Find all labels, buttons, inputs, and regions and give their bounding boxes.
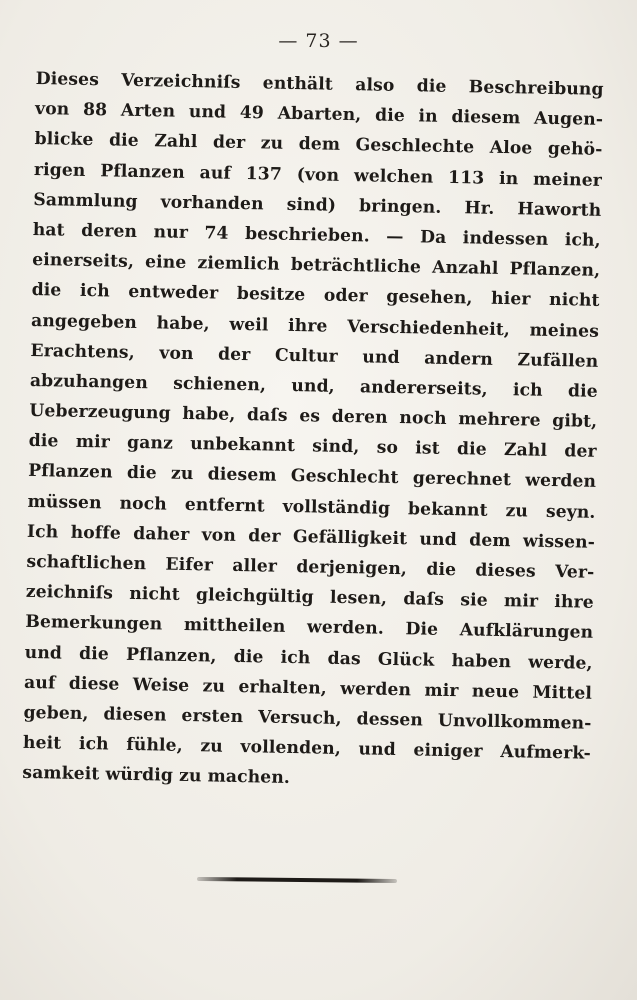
text-line: die mir ganz unbekannt sind, so ist die Zahl der: [28, 431, 597, 463]
text-line: und die Pflanzen, die ich das Glück haben werde,: [24, 642, 593, 674]
text-line: hat deren nur 74 beschrieben. — Da indessen ich,: [32, 219, 601, 251]
text-line: Ich hoffe daher von der Gefälligkeit und dem wissen-: [26, 521, 596, 553]
text-line: Ueberzeugung habe, daſs es deren noch mehrere gibt,: [29, 401, 598, 432]
text-line: müssen noch entfernt vollständig bekannt zu seyn.: [27, 491, 596, 523]
text-line: heit ich fühle, zu vollenden, und einiger Aufmerk-: [22, 733, 592, 764]
text-line: einerseits, eine ziemlich beträchtliche Anzahl Pflanzen,: [32, 250, 601, 281]
text-line: Pflanzen die zu diesem Geschlecht gerechnet werden: [27, 461, 597, 493]
text-line: zeichniſs nicht gleichgültig lesen, daſs sie mir ihre: [25, 582, 594, 613]
text-line: von 88 Arten und 49 Abarten, die in diesem Augen-: [34, 99, 604, 131]
decorative-rule: [197, 877, 397, 883]
text-line: Dieses Verzeichniſs enthält also die Beschreibung: [35, 68, 604, 100]
text-line: auf diese Weise zu erhalten, werden mir neue Mittel: [23, 672, 593, 704]
text-line: schaftlichen Eifer aller derjenigen, die dieses Ver-: [26, 551, 595, 583]
text-line: angegeben habe, weil ihre Verschiedenheit, meines: [30, 310, 600, 342]
text-line: abzuhangen schienen, und, andererseits, ich die: [29, 370, 599, 402]
text-line: rigen Pflanzen auf 137 (von welchen 113 in meiner: [33, 159, 603, 191]
text-line: die ich entweder besitze oder gesehen, hier nicht: [31, 280, 600, 312]
text-line: Erachtens, von der Cultur und andern Zufällen: [30, 340, 599, 372]
text-line: Sammlung vorhanden sind) bringen. Hr. Haworth: [33, 189, 602, 221]
text-line: geben, diesen ersten Versuch, dessen Unvollkommen-: [23, 702, 592, 734]
text-line: Bemerkungen mittheilen werden. Die Aufklärungen: [25, 612, 594, 644]
text-line: blicke die Zahl der zu dem Geschlechte Aloe gehö-: [34, 129, 603, 161]
page-number: — 73 —: [278, 30, 359, 52]
text-line: samkeit würdig zu machen.: [22, 763, 291, 789]
body-paragraph: [22, 64, 604, 799]
